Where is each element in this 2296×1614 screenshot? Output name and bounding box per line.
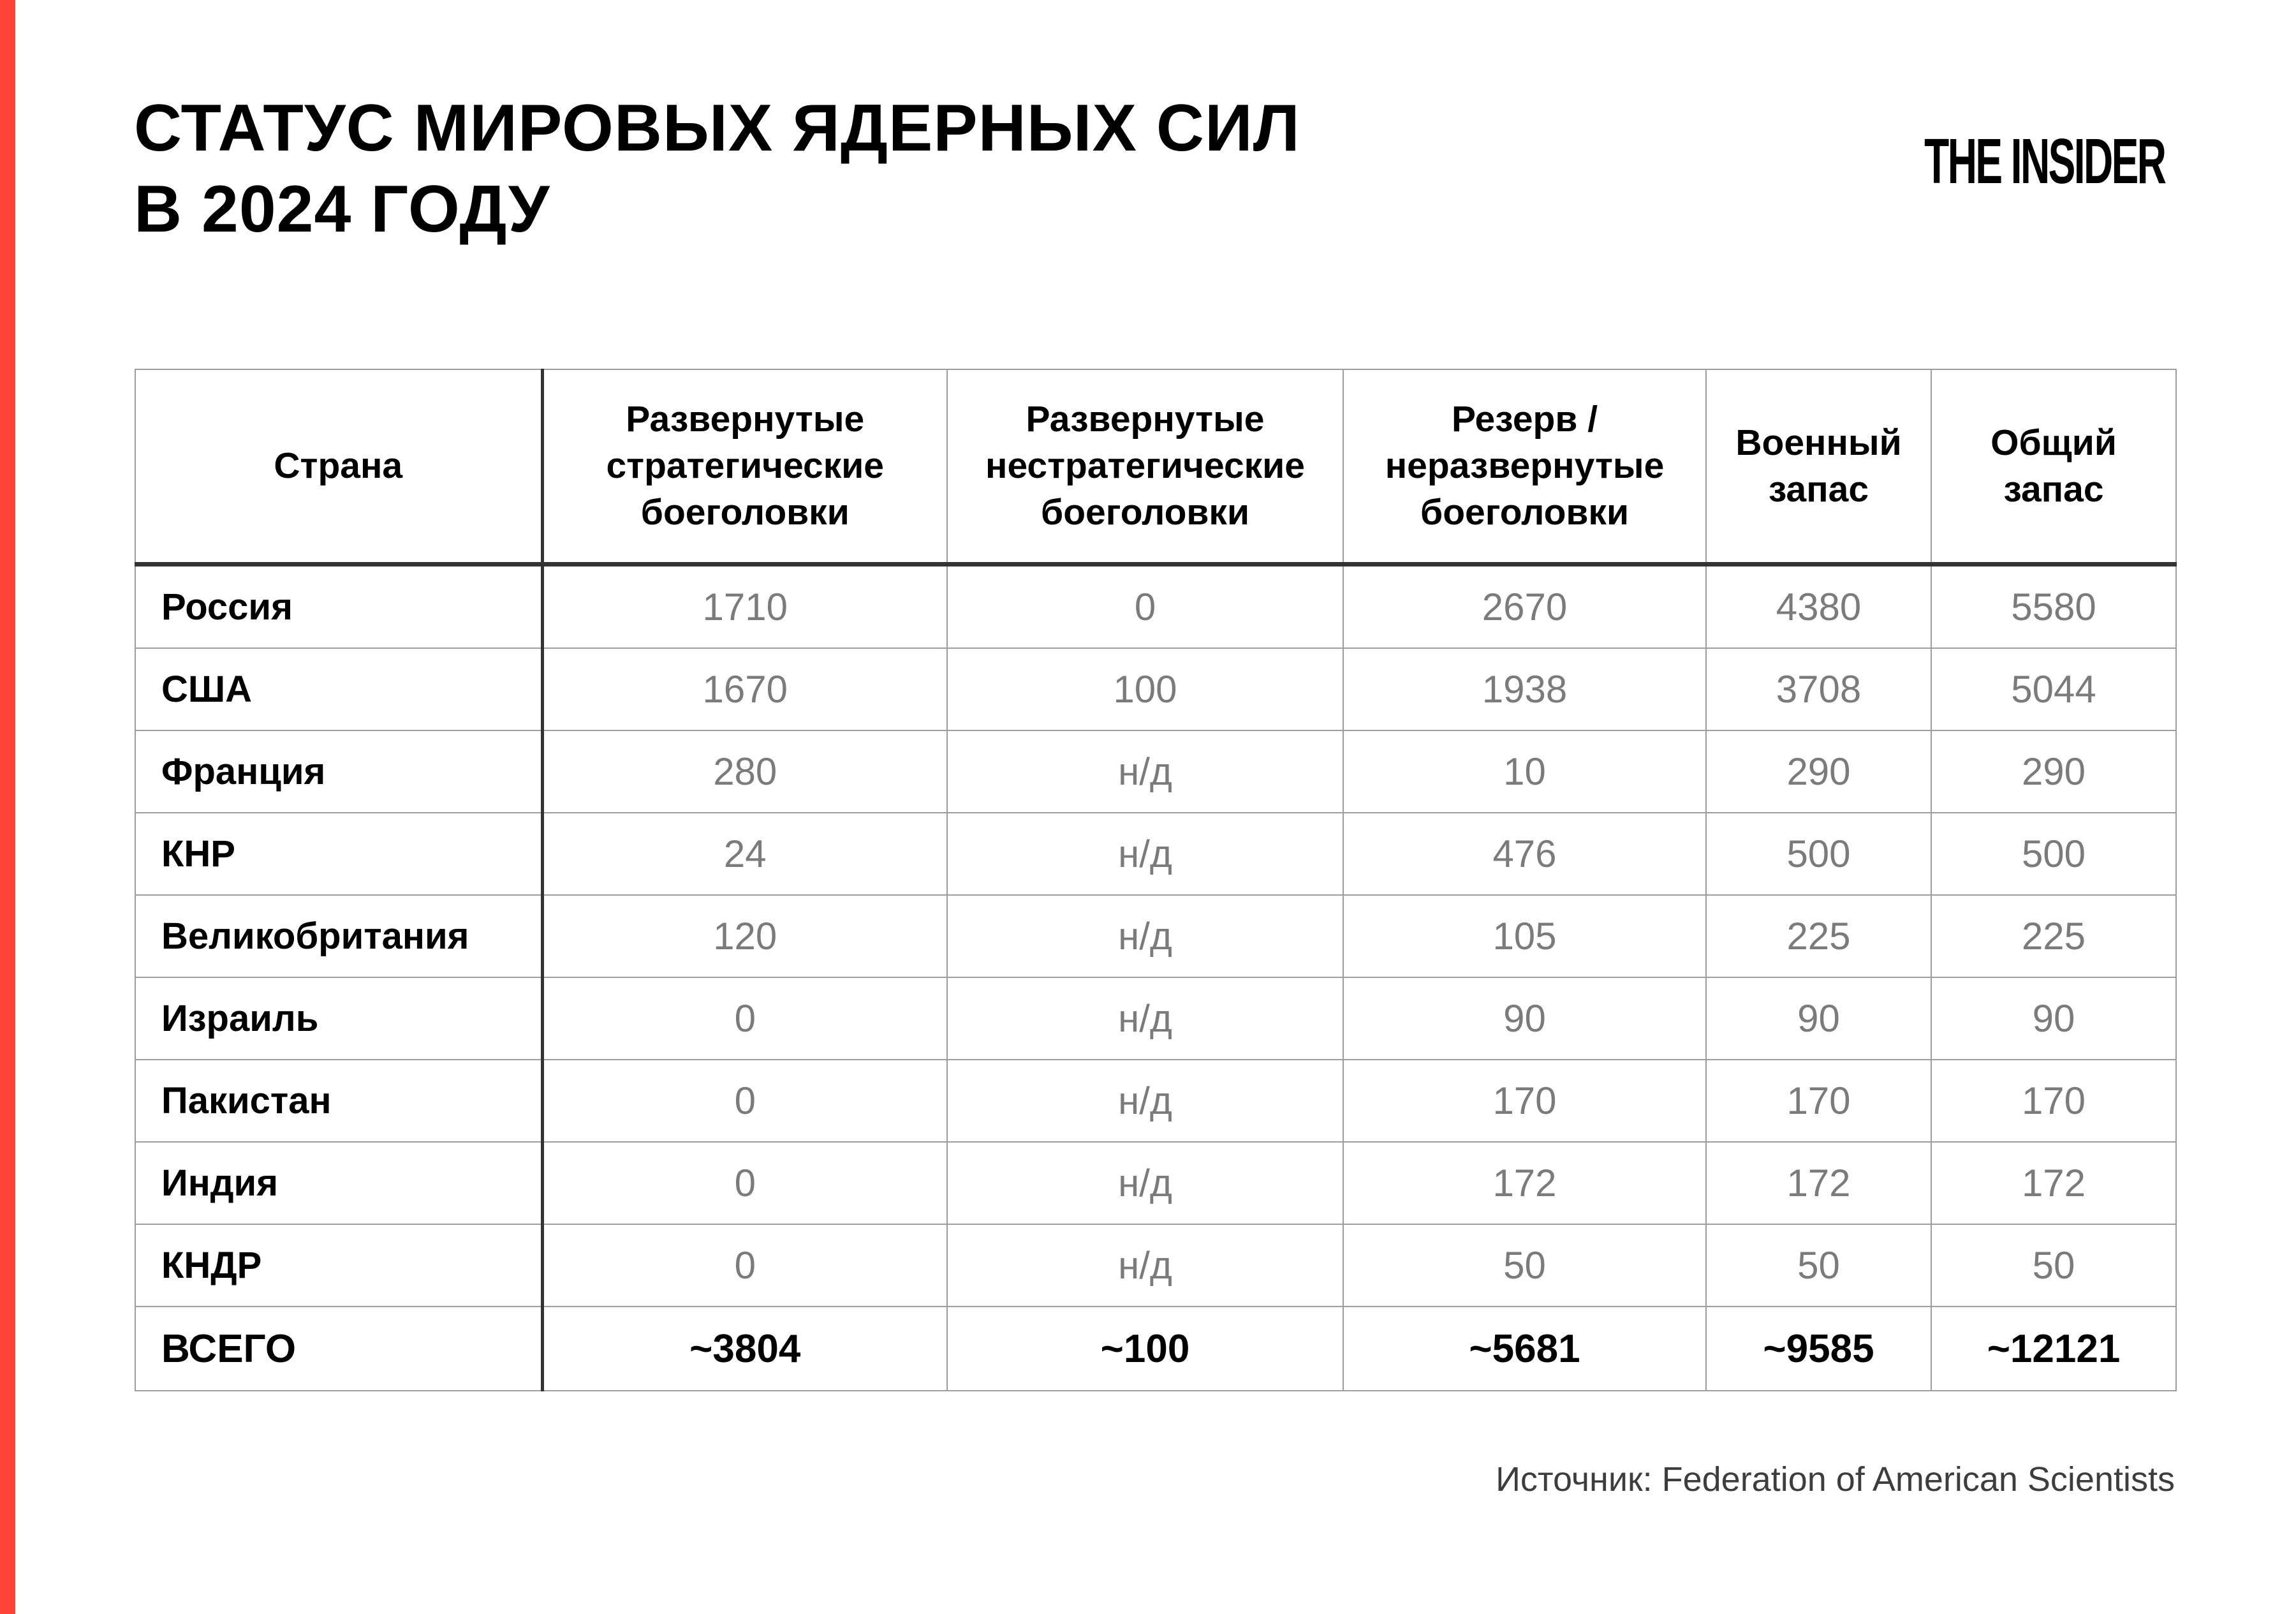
country-cell: Россия	[135, 565, 542, 649]
value-cell: н/д	[947, 977, 1343, 1060]
value-cell: 0	[947, 565, 1343, 649]
value-cell: н/д	[947, 1142, 1343, 1224]
column-header-total-inventory: Общий запас	[1931, 369, 2176, 565]
source-note: Источник: Federation of American Scientists	[1496, 1460, 2175, 1499]
column-header-country: Страна	[135, 369, 542, 565]
value-cell: 0	[542, 1060, 947, 1142]
value-cell: н/д	[947, 895, 1343, 977]
value-cell: 50	[1931, 1224, 2176, 1307]
table-row-usa	[135, 648, 2176, 730]
value-cell: 0	[542, 1142, 947, 1224]
the-insider-logo: THE INSIDER	[1924, 126, 2165, 197]
value-cell: 500	[1706, 813, 1931, 895]
country-cell: Пакистан	[135, 1060, 542, 1142]
total-row	[135, 1307, 2176, 1391]
table-row-russia	[135, 565, 2176, 649]
column-header-deployed-nonstrategic: Развернутые нестратегические боеголовки	[947, 369, 1343, 565]
column-header-deployed-strategic: Развернутые стратегические боеголовки	[542, 369, 947, 565]
country-cell: КНР	[135, 813, 542, 895]
value-cell: 170	[1931, 1060, 2176, 1142]
value-cell: 2670	[1343, 565, 1706, 649]
value-cell: 170	[1343, 1060, 1706, 1142]
value-cell: 170	[1706, 1060, 1931, 1142]
value-cell: н/д	[947, 1060, 1343, 1142]
total-value-cell: ~9585	[1706, 1307, 1931, 1391]
value-cell: 3708	[1706, 648, 1931, 730]
total-value-cell: ~12121	[1931, 1307, 2176, 1391]
country-cell: Великобритания	[135, 895, 542, 977]
value-cell: 172	[1931, 1142, 2176, 1224]
value-cell: 0	[542, 1224, 947, 1307]
table-row-north-korea	[135, 1224, 2176, 1307]
value-cell: 90	[1343, 977, 1706, 1060]
value-cell: 290	[1931, 730, 2176, 813]
value-cell: 1670	[542, 648, 947, 730]
column-header-military-stockpile: Военный запас	[1706, 369, 1931, 565]
value-cell: н/д	[947, 1224, 1343, 1307]
value-cell: н/д	[947, 813, 1343, 895]
value-cell: 225	[1931, 895, 2176, 977]
value-cell: 0	[542, 977, 947, 1060]
total-value-cell: ~5681	[1343, 1307, 1706, 1391]
value-cell: 105	[1343, 895, 1706, 977]
value-cell: 90	[1706, 977, 1931, 1060]
value-cell: 172	[1706, 1142, 1931, 1224]
table-row-israel	[135, 977, 2176, 1060]
value-cell: 4380	[1706, 565, 1931, 649]
value-cell: 476	[1343, 813, 1706, 895]
column-header-reserve: Резерв / неразвернутые боеголовки	[1343, 369, 1706, 565]
value-cell: н/д	[947, 730, 1343, 813]
table-row-france	[135, 730, 2176, 813]
value-cell: 100	[947, 648, 1343, 730]
table-row-uk	[135, 895, 2176, 977]
value-cell: 50	[1706, 1224, 1931, 1307]
value-cell: 24	[542, 813, 947, 895]
value-cell: 290	[1706, 730, 1931, 813]
country-cell: Израиль	[135, 977, 542, 1060]
page-title	[134, 88, 1300, 250]
country-cell: Франция	[135, 730, 542, 813]
value-cell: 225	[1706, 895, 1931, 977]
total-value-cell: ~100	[947, 1307, 1343, 1391]
nuclear-forces-table	[135, 369, 2177, 1391]
page-title-line2: В 2024 ГОДУ	[134, 172, 550, 246]
header-row	[135, 369, 2176, 565]
value-cell: 50	[1343, 1224, 1706, 1307]
country-cell: Индия	[135, 1142, 542, 1224]
value-cell: 120	[542, 895, 947, 977]
value-cell: 1938	[1343, 648, 1706, 730]
table-row-india	[135, 1142, 2176, 1224]
value-cell: 280	[542, 730, 947, 813]
value-cell: 172	[1343, 1142, 1706, 1224]
total-value-cell: ~3804	[542, 1307, 947, 1391]
page-title-line1: СТАТУС МИРОВЫХ ЯДЕРНЫХ СИЛ	[134, 91, 1300, 165]
value-cell: 90	[1931, 977, 2176, 1060]
table-row-china	[135, 813, 2176, 895]
accent-bar	[0, 0, 15, 1614]
country-cell: США	[135, 648, 542, 730]
value-cell: 1710	[542, 565, 947, 649]
value-cell: 10	[1343, 730, 1706, 813]
country-cell: КНДР	[135, 1224, 542, 1307]
value-cell: 5044	[1931, 648, 2176, 730]
total-label-cell: ВСЕГО	[135, 1307, 542, 1391]
table-row-pakistan	[135, 1060, 2176, 1142]
value-cell: 500	[1931, 813, 2176, 895]
value-cell: 5580	[1931, 565, 2176, 649]
